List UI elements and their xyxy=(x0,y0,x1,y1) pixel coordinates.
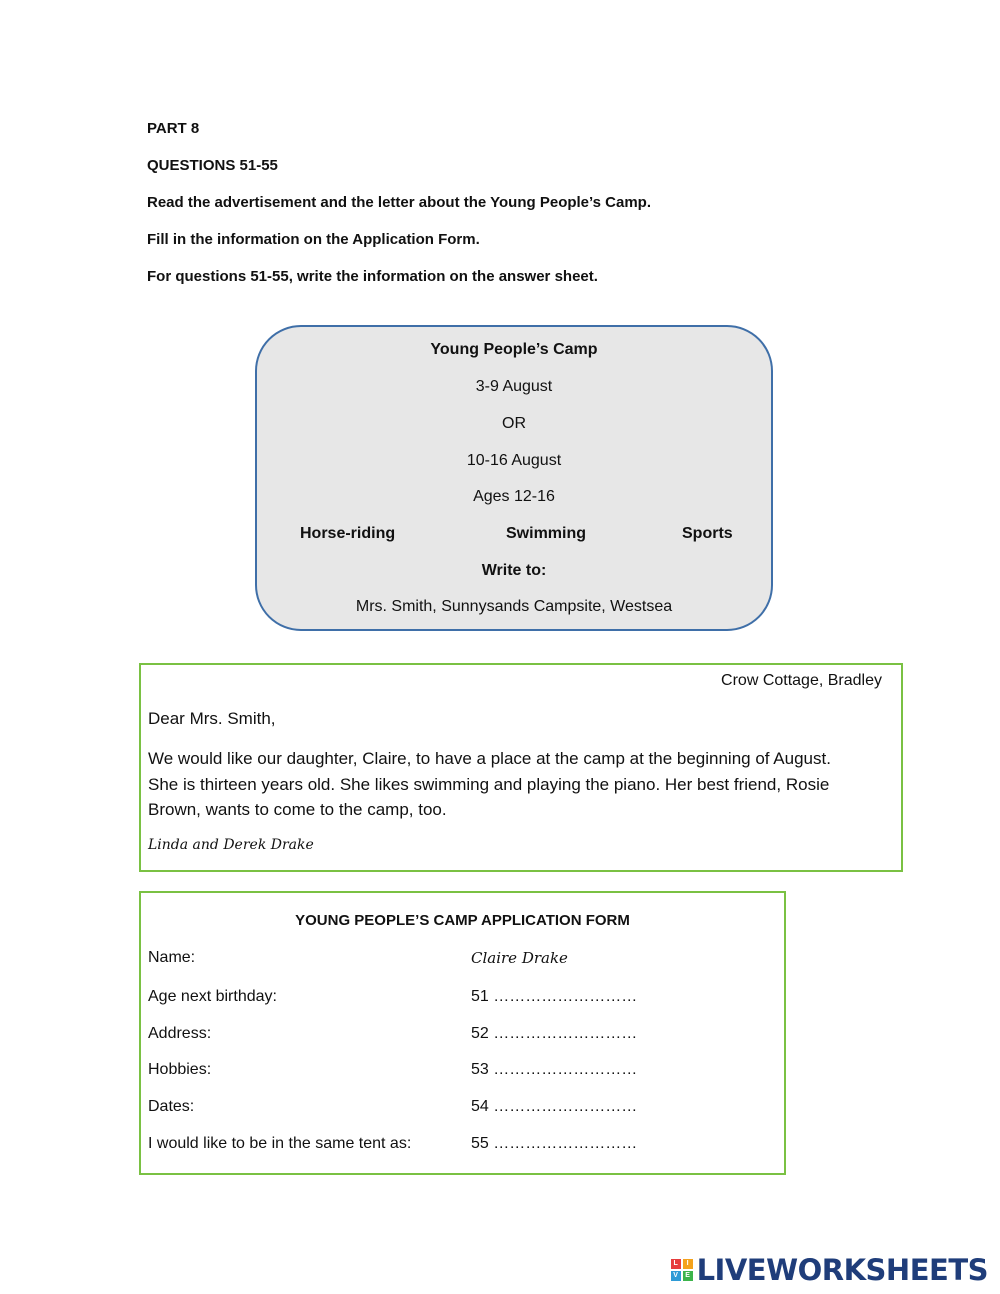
advert-dates-first: 3-9 August xyxy=(475,378,553,395)
logo-block: V xyxy=(671,1271,681,1281)
answer-blank-55[interactable]: 55 ……………………… xyxy=(471,1135,638,1152)
logo-block: I xyxy=(683,1259,693,1269)
answer-blank-54[interactable]: 54 ……………………… xyxy=(471,1098,638,1115)
form-label-hobbies: Hobbies: xyxy=(148,1061,212,1078)
logo-block: L xyxy=(671,1259,681,1269)
advert-activity: Swimming xyxy=(506,525,587,542)
letter-greeting: Dear Mrs. Smith, xyxy=(148,709,276,728)
letter-body-line: Brown, wants to come to the camp, too. xyxy=(148,800,447,819)
logo-block: E xyxy=(683,1271,693,1281)
form-label-age: Age next birthday: xyxy=(148,988,277,1005)
form-label-tent: I would like to be in the same tent as: xyxy=(148,1135,412,1152)
letter-sender-address: Crow Cottage, Bradley xyxy=(721,672,882,689)
camp-advertisement xyxy=(255,325,773,631)
advert-write-to: Write to: xyxy=(481,562,547,579)
advert-ages: Ages 12-16 xyxy=(473,488,555,505)
advert-activity: Horse-riding xyxy=(300,525,396,542)
part-heading: PART 8 xyxy=(147,120,200,137)
logo-text: LIVEWORKSHEETS xyxy=(696,1253,988,1287)
answer-blank-51[interactable]: 51 ……………………… xyxy=(471,988,638,1005)
form-label-dates: Dates: xyxy=(148,1098,195,1115)
application-form xyxy=(139,891,786,1175)
liveworksheets-logo[interactable] xyxy=(671,1253,988,1287)
parent-letter xyxy=(139,663,903,872)
advert-activity: Sports xyxy=(682,525,733,542)
instruction-write: For questions 51-55, write the information on the answer sheet. xyxy=(147,268,598,285)
form-label-address: Address: xyxy=(148,1025,212,1042)
advert-address: Mrs. Smith, Sunnysands Campsite, Westsea xyxy=(355,598,673,615)
answer-blank-53[interactable]: 53 ……………………… xyxy=(471,1061,638,1078)
instruction-read: Read the advertisement and the letter about the Young People’s Camp. xyxy=(147,194,651,211)
advert-or: OR xyxy=(502,415,526,432)
form-label-name: Name: xyxy=(148,949,196,966)
questions-heading: QUESTIONS 51-55 xyxy=(147,157,278,174)
letter-body-line: We would like our daughter, Claire, to have a place at the camp at the beginning of August. xyxy=(148,749,831,768)
letter-signature: Linda and Derek Drake xyxy=(148,837,314,853)
letter-body-line: She is thirteen years old. She likes swimming and playing the piano. Her best friend, Rosie xyxy=(148,775,830,794)
answer-blank-52[interactable]: 52 ……………………… xyxy=(471,1025,638,1042)
form-title: YOUNG PEOPLE’S CAMP APPLICATION FORM xyxy=(295,912,630,929)
form-value-name: Claire Drake xyxy=(471,949,568,967)
logo-blocks-icon xyxy=(671,1259,693,1281)
advert-dates-second: 10-16 August xyxy=(466,452,562,469)
advert-title: Young People’s Camp xyxy=(430,341,598,358)
instruction-fill: Fill in the information on the Application Form. xyxy=(147,231,480,248)
